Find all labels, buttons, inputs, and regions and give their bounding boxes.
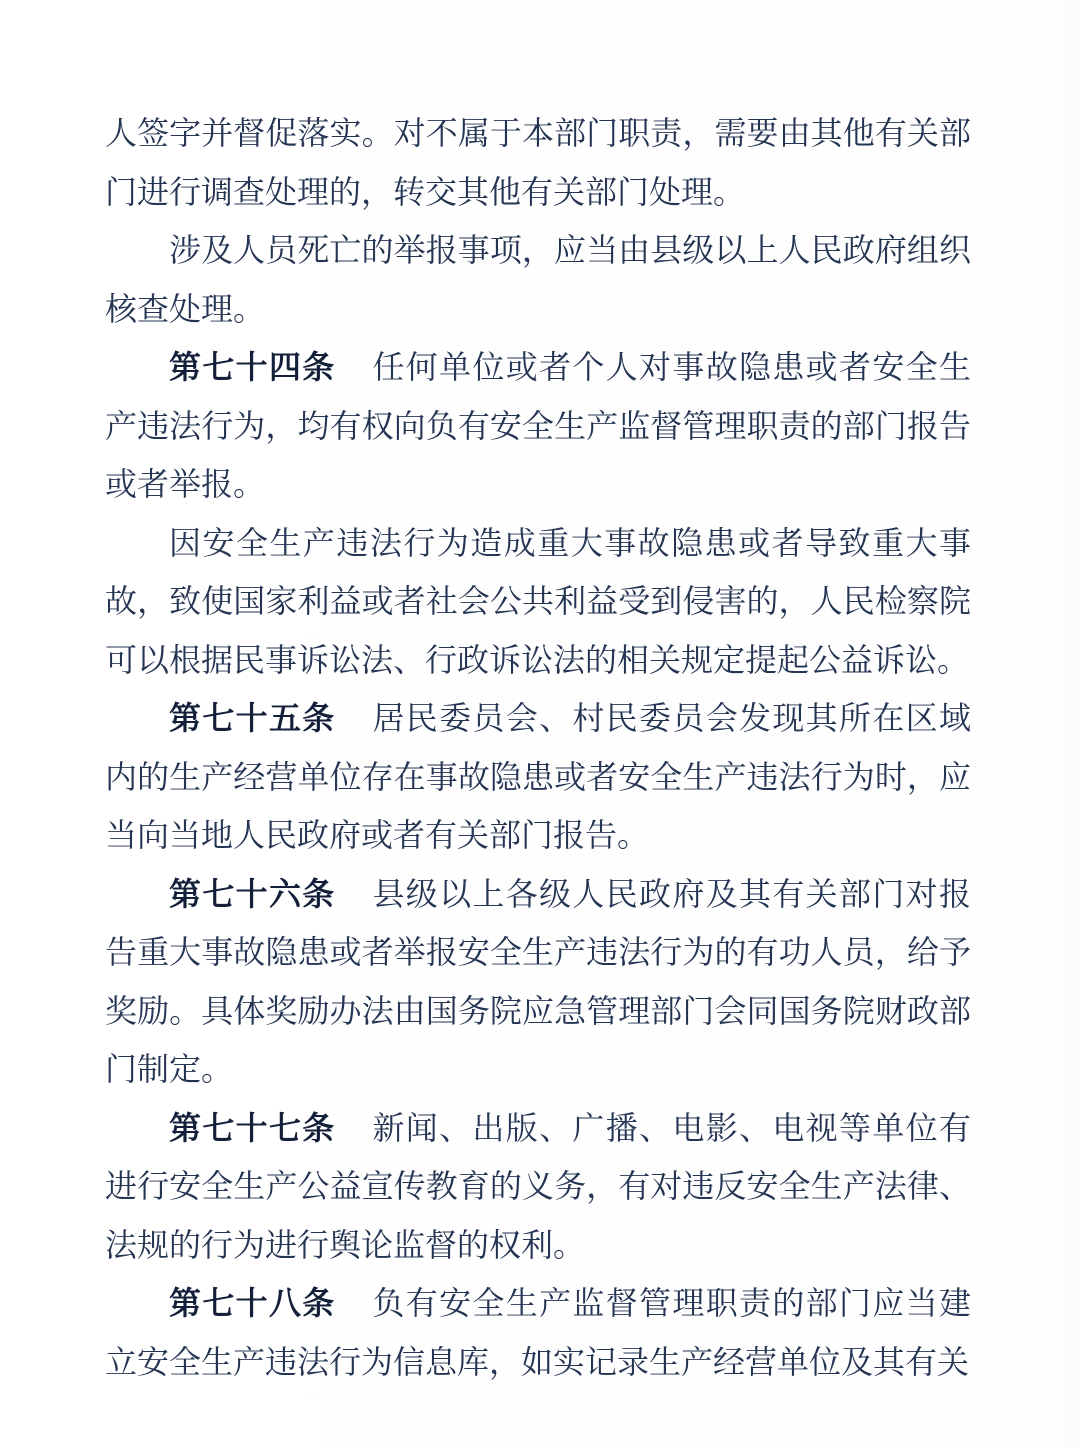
article-number: 第七十八条 [169,1285,336,1321]
law-text-block [105,104,971,1391]
article-number: 第七十五条 [169,700,336,736]
paragraph-text: 因安全生产违法行为造成重大事故隐患或者导致重大事故，致使国家利益或者社会公共利益受到侵害的，人民检察院可以根据民事诉讼法、行政诉讼法的相关规定提起公益诉讼。 [105,524,971,678]
paragraph-article-74 [105,338,971,514]
article-number: 第七十四条 [169,349,336,385]
paragraph-text: 人签字并督促落实。对不属于本部门职责，需要由其他有关部门进行调查处理的，转交其他有关部门处理。 [105,115,971,210]
article-number: 第七十六条 [169,875,336,912]
paragraph-continuation [105,104,971,221]
paragraph [105,221,971,338]
paragraph-text: 涉及人员死亡的举报事项，应当由县级以上人民政府组织核查处理。 [105,232,971,327]
paragraph-text: 任何单位或者个人对事故隐患或者安全生产违法行为，均有权向负有安全生产监督管理职责的部门报告或者举报。 [105,349,971,502]
paragraph [105,514,971,690]
paragraph-article-78 [105,1274,971,1391]
paragraph-text: 负有安全生产监督管理职责的部门应当建立安全生产违法行为信息库，如实记录生产经营单位及其有关 [105,1285,971,1380]
paragraph-text: 新闻、出版、广播、电影、电视等单位有进行安全生产公益宣传教育的义务，有对违反安全生产法律、法规的行为进行舆论监督的权利。 [105,1109,971,1263]
paragraph-text: 居民委员会、村民委员会发现其所在区域内的生产经营单位存在事故隐患或者安全生产违法行为时，应当向当地人民政府或者有关部门报告。 [105,700,971,853]
paragraph-article-76 [105,865,971,1099]
article-number: 第七十七条 [169,1109,336,1146]
paragraph-text: 县级以上各级人民政府及其有关部门对报告重大事故隐患或者举报安全生产违法行为的有功人员，给予奖励。具体奖励办法由国务院应急管理部门会同国务院财政部门制定。 [105,875,971,1087]
paragraph-article-77 [105,1099,971,1275]
paragraph-article-75 [105,689,971,865]
